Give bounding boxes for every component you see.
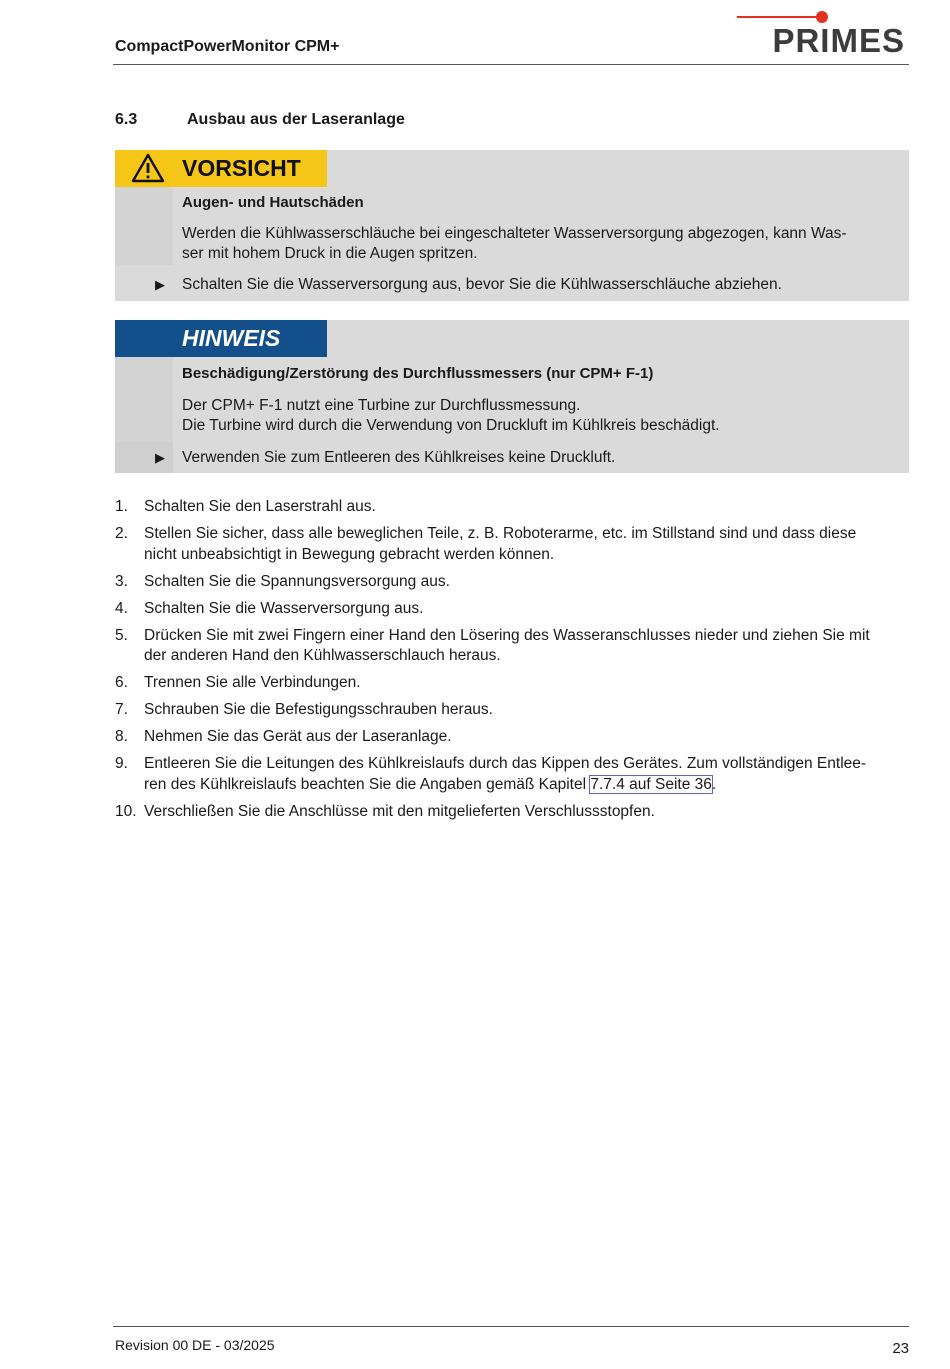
list-item: [115, 673, 915, 694]
chapter-cross-reference-link[interactable]: 7.7.4 auf Seite 36: [590, 775, 712, 793]
page-number: 23: [892, 1340, 909, 1357]
caution-side-column: [115, 187, 173, 265]
revision-info: Revision 00 DE - 03/2025: [115, 1337, 275, 1353]
step-text: nicht unbeabsichtigt in Bewegung gebracht werden können.: [144, 545, 555, 563]
hint-signal-word: HINWEIS: [182, 325, 281, 351]
caution-heading: Augen- und Hautschäden: [182, 194, 364, 211]
step-text: [144, 775, 915, 796]
list-item: [115, 497, 915, 518]
hint-text-line: Die Turbine wird durch die Verwendung von Druckluft im Kühlkreis beschädigt.: [182, 417, 720, 434]
primes-logo: [737, 8, 909, 60]
step-text: Entleeren Sie die Leitungen des Kühlkreislaufs durch das Kippen des Gerätes. Zum vollständigen Entlee-: [144, 755, 867, 772]
caution-label: [115, 150, 327, 187]
step-text-part: ren des Kühlkreislaufs beachten Sie die Angaben gemäß Kapitel: [144, 775, 591, 793]
list-item: [115, 802, 915, 823]
step-number: 10.: [115, 802, 137, 820]
step-number: 5.: [115, 626, 128, 644]
list-item: [115, 599, 915, 620]
step-number: 4.: [115, 599, 128, 617]
caution-box: [115, 150, 909, 301]
step-number: 7.: [115, 701, 128, 718]
caution-text-line: Werden die Kühlwasserschläuche bei eingeschalteter Wasserversorgung abgezogen, kann Was-: [182, 225, 847, 242]
hint-text-line: Der CPM+ F-1 nutzt eine Turbine zur Durchflussmessung.: [182, 397, 581, 414]
hint-box: [115, 320, 909, 473]
step-text: Stellen Sie sicher, dass alle beweglichen Teile, z. B. Roboterarme, etc. im Stillstand sind und dass diese: [144, 525, 857, 542]
step-text: Verschließen Sie die Anschlüsse mit den mitgelieferten Verschlussstopfen.: [144, 802, 655, 820]
caution-signal-word: VORSICHT: [182, 155, 301, 181]
hint-text: [182, 396, 892, 436]
header-divider: [113, 64, 909, 65]
step-number: 6.: [115, 674, 128, 691]
step-text: der anderen Hand den Kühlwasserschlauch heraus.: [144, 647, 501, 664]
footer-divider: [113, 1326, 909, 1327]
section-number: 6.3: [115, 111, 138, 128]
step-text: Schalten Sie den Laserstrahl aus.: [144, 498, 376, 515]
action-arrow-icon: ▶: [155, 277, 165, 292]
step-number: 2.: [115, 525, 128, 542]
section-title: Ausbau aus der Laseranlage: [187, 111, 405, 128]
step-text: Schalten Sie die Wasserversorgung aus.: [144, 599, 424, 617]
step-number: 9.: [115, 755, 128, 772]
caution-action: Schalten Sie die Wasserversorgung aus, bevor Sie die Kühlwasserschläuche abziehen.: [182, 276, 782, 293]
step-text: Schalten Sie die Spannungsversorgung aus.: [144, 572, 450, 590]
step-number: 3.: [115, 572, 128, 590]
step-text: Trennen Sie alle Verbindungen.: [144, 674, 361, 691]
list-item: [115, 572, 915, 593]
list-item: [115, 754, 915, 795]
list-item: [115, 524, 915, 565]
step-text-part: .: [711, 775, 717, 793]
step-number: 8.: [115, 728, 128, 745]
hint-heading: Beschädigung/Zerstörung des Durchflussmessers (nur CPM+ F-1): [182, 365, 654, 382]
list-item: [115, 626, 915, 667]
document-title: CompactPowerMonitor CPM+: [115, 38, 340, 55]
step-text: Nehmen Sie das Gerät aus der Laseranlage.: [144, 728, 452, 745]
hint-side-column: [115, 357, 173, 442]
logo-text: PRIMES: [772, 22, 905, 59]
step-text: Schrauben Sie die Befestigungsschrauben heraus.: [144, 701, 493, 718]
hint-action: Verwenden Sie zum Entleeren des Kühlkreises keine Druckluft.: [182, 449, 616, 466]
list-item: [115, 727, 915, 748]
list-item: [115, 700, 915, 721]
warning-triangle-icon: [131, 153, 165, 183]
hint-label: [115, 320, 327, 357]
step-number: 1.: [115, 498, 128, 515]
action-arrow-icon: ▶: [155, 450, 165, 465]
procedure-steps: [115, 497, 915, 829]
caution-text-line: ser mit hohem Druck in die Augen spritzen.: [182, 245, 478, 262]
caution-text: [182, 224, 892, 264]
logo-accent-line: [737, 16, 817, 18]
step-text: Drücken Sie mit zwei Fingern einer Hand den Lösering des Wasseranschlusses nieder und ziehen Sie mit: [144, 626, 870, 644]
